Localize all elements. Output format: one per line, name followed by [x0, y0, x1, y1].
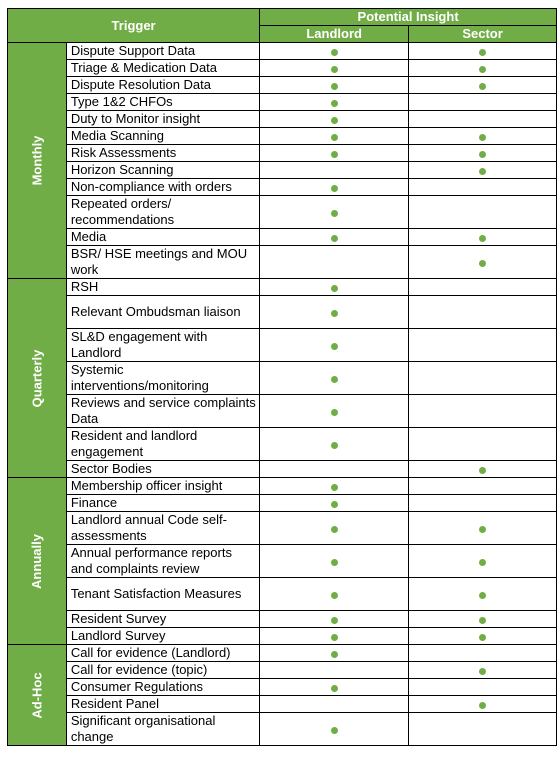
trigger-cell: Resident Survey — [66, 611, 259, 628]
group-label-cell — [8, 279, 67, 478]
group-label-cell — [8, 43, 67, 279]
landlord-cell — [260, 279, 409, 296]
trigger-cell: BSR/ HSE meetings and MOU work — [66, 246, 259, 279]
trigger-cell: Landlord Survey — [66, 628, 259, 645]
landlord-cell — [260, 111, 409, 128]
table-row — [8, 679, 557, 696]
trigger-cell: Media Scanning — [66, 128, 259, 145]
landlord-cell — [260, 362, 409, 395]
table-row — [8, 229, 557, 246]
table-row — [8, 395, 557, 428]
landlord-cell — [260, 713, 409, 746]
sector-insight-dot-icon — [479, 592, 486, 599]
trigger-cell: RSH — [66, 279, 259, 296]
table-row — [8, 296, 557, 329]
landlord-insight-dot-icon — [331, 134, 338, 141]
table-row — [8, 329, 557, 362]
landlord-cell — [260, 461, 409, 478]
trigger-cell: Tenant Satisfaction Measures — [66, 578, 259, 611]
landlord-insight-dot-icon — [331, 526, 338, 533]
sector-cell — [409, 94, 557, 111]
table-row — [8, 495, 557, 512]
table-row — [8, 179, 557, 196]
group-label: Quarterly — [29, 349, 45, 407]
table-row — [8, 545, 557, 578]
sector-cell — [409, 645, 557, 662]
landlord-cell — [260, 645, 409, 662]
sector-insight-dot-icon — [479, 49, 486, 56]
sector-cell — [409, 696, 557, 713]
table-row — [8, 713, 557, 746]
table-row — [8, 478, 557, 495]
sector-cell — [409, 60, 557, 77]
landlord-insight-dot-icon — [331, 100, 338, 107]
landlord-insight-dot-icon — [331, 210, 338, 217]
sector-insight-dot-icon — [479, 168, 486, 175]
sector-cell — [409, 495, 557, 512]
sector-cell — [409, 428, 557, 461]
sector-cell — [409, 162, 557, 179]
trigger-cell: Repeated orders/ recommendations — [66, 196, 259, 229]
sector-cell — [409, 145, 557, 162]
sector-cell — [409, 43, 557, 60]
table-row — [8, 77, 557, 94]
trigger-cell: Annual performance reports and complaints review — [66, 545, 259, 578]
trigger-cell: Significant organisational change — [66, 713, 259, 746]
trigger-cell: Systemic interventions/monitoring — [66, 362, 259, 395]
trigger-cell: Dispute Support Data — [66, 43, 259, 60]
sector-cell — [409, 111, 557, 128]
table-row — [8, 512, 557, 545]
trigger-cell: Resident and landlord engagement — [66, 428, 259, 461]
table-row — [8, 60, 557, 77]
group-label-cell — [8, 478, 67, 645]
trigger-cell: Resident Panel — [66, 696, 259, 713]
group-label: Ad-Hoc — [29, 671, 45, 719]
landlord-insight-dot-icon — [331, 310, 338, 317]
table-row — [8, 362, 557, 395]
landlord-insight-dot-icon — [331, 83, 338, 90]
landlord-cell — [260, 578, 409, 611]
landlord-cell — [260, 43, 409, 60]
trigger-cell: Duty to Monitor insight — [66, 111, 259, 128]
landlord-insight-dot-icon — [331, 409, 338, 416]
landlord-insight-dot-icon — [331, 285, 338, 292]
sector-insight-dot-icon — [479, 235, 486, 242]
landlord-header: Landlord — [260, 26, 409, 43]
sector-header: Sector — [409, 26, 557, 43]
landlord-cell — [260, 611, 409, 628]
landlord-cell — [260, 395, 409, 428]
trigger-cell: Media — [66, 229, 259, 246]
landlord-cell — [260, 196, 409, 229]
trigger-cell: Finance — [66, 495, 259, 512]
landlord-cell — [260, 145, 409, 162]
landlord-cell — [260, 329, 409, 362]
landlord-cell — [260, 545, 409, 578]
sector-cell — [409, 578, 557, 611]
sector-cell — [409, 478, 557, 495]
trigger-cell: Call for evidence (topic) — [66, 662, 259, 679]
sector-insight-dot-icon — [479, 260, 486, 267]
sector-cell — [409, 77, 557, 94]
table-row — [8, 162, 557, 179]
sector-insight-dot-icon — [479, 134, 486, 141]
trigger-cell: Reviews and service complaints Data — [66, 395, 259, 428]
landlord-insight-dot-icon — [331, 634, 338, 641]
sector-insight-dot-icon — [479, 467, 486, 474]
table-row — [8, 696, 557, 713]
trigger-cell: Membership officer insight — [66, 478, 259, 495]
landlord-insight-dot-icon — [331, 376, 338, 383]
sector-cell — [409, 279, 557, 296]
landlord-insight-dot-icon — [331, 66, 338, 73]
landlord-cell — [260, 229, 409, 246]
group-label: Annually — [29, 533, 45, 589]
landlord-cell — [260, 179, 409, 196]
table-row — [8, 196, 557, 229]
sector-cell — [409, 246, 557, 279]
landlord-insight-dot-icon — [331, 343, 338, 350]
trigger-cell: Landlord annual Code self-assessments — [66, 512, 259, 545]
landlord-cell — [260, 428, 409, 461]
sector-cell — [409, 179, 557, 196]
landlord-cell — [260, 60, 409, 77]
table-row — [8, 43, 557, 60]
landlord-insight-dot-icon — [331, 559, 338, 566]
trigger-cell: Call for evidence (Landlord) — [66, 645, 259, 662]
table-row — [8, 279, 557, 296]
landlord-cell — [260, 162, 409, 179]
sector-insight-dot-icon — [479, 668, 486, 675]
landlord-insight-dot-icon — [331, 117, 338, 124]
landlord-cell — [260, 512, 409, 545]
sector-cell — [409, 679, 557, 696]
sector-cell — [409, 512, 557, 545]
table-row — [8, 662, 557, 679]
sector-cell — [409, 662, 557, 679]
landlord-cell — [260, 296, 409, 329]
sector-cell — [409, 128, 557, 145]
trigger-cell: Non-compliance with orders — [66, 179, 259, 196]
landlord-insight-dot-icon — [331, 617, 338, 624]
landlord-cell — [260, 662, 409, 679]
group-label-cell — [8, 645, 67, 746]
sector-cell — [409, 545, 557, 578]
landlord-cell — [260, 628, 409, 645]
landlord-insight-dot-icon — [331, 235, 338, 242]
landlord-insight-dot-icon — [331, 501, 338, 508]
landlord-insight-dot-icon — [331, 484, 338, 491]
landlord-cell — [260, 246, 409, 279]
sector-cell — [409, 461, 557, 478]
landlord-cell — [260, 478, 409, 495]
landlord-insight-dot-icon — [331, 685, 338, 692]
sector-cell — [409, 196, 557, 229]
landlord-insight-dot-icon — [331, 727, 338, 734]
landlord-insight-dot-icon — [331, 651, 338, 658]
group-label: Monthly — [29, 135, 45, 186]
sector-insight-dot-icon — [479, 617, 486, 624]
sector-insight-dot-icon — [479, 634, 486, 641]
landlord-insight-dot-icon — [331, 151, 338, 158]
sector-insight-dot-icon — [479, 66, 486, 73]
sector-insight-dot-icon — [479, 702, 486, 709]
sector-insight-dot-icon — [479, 83, 486, 90]
landlord-cell — [260, 94, 409, 111]
trigger-header: Trigger — [8, 9, 260, 43]
sector-insight-dot-icon — [479, 151, 486, 158]
landlord-insight-dot-icon — [331, 592, 338, 599]
trigger-cell: Triage & Medication Data — [66, 60, 259, 77]
table-row — [8, 94, 557, 111]
sector-cell — [409, 713, 557, 746]
table-row — [8, 578, 557, 611]
potential-insight-header: Potential Insight — [260, 9, 557, 26]
table-row — [8, 645, 557, 662]
landlord-insight-dot-icon — [331, 442, 338, 449]
trigger-cell: Dispute Resolution Data — [66, 77, 259, 94]
landlord-cell — [260, 128, 409, 145]
sector-insight-dot-icon — [479, 526, 486, 533]
trigger-cell: Type 1&2 CHFOs — [66, 94, 259, 111]
sector-cell — [409, 628, 557, 645]
trigger-cell: Sector Bodies — [66, 461, 259, 478]
landlord-insight-dot-icon — [331, 49, 338, 56]
sector-cell — [409, 611, 557, 628]
landlord-insight-dot-icon — [331, 185, 338, 192]
trigger-cell: Consumer Regulations — [66, 679, 259, 696]
sector-cell — [409, 362, 557, 395]
sector-cell — [409, 329, 557, 362]
landlord-cell — [260, 495, 409, 512]
table-row — [8, 611, 557, 628]
trigger-cell: Relevant Ombudsman liaison — [66, 296, 259, 329]
trigger-cell: SL&D engagement with Landlord — [66, 329, 259, 362]
table-row — [8, 128, 557, 145]
trigger-cell: Horizon Scanning — [66, 162, 259, 179]
sector-cell — [409, 395, 557, 428]
table-row — [8, 628, 557, 645]
table-row — [8, 461, 557, 478]
insight-table — [7, 8, 557, 746]
landlord-cell — [260, 77, 409, 94]
landlord-cell — [260, 679, 409, 696]
trigger-cell: Risk Assessments — [66, 145, 259, 162]
sector-insight-dot-icon — [479, 559, 486, 566]
table-row — [8, 428, 557, 461]
table-row — [8, 246, 557, 279]
table-row — [8, 111, 557, 128]
table-row — [8, 145, 557, 162]
landlord-cell — [260, 696, 409, 713]
sector-cell — [409, 229, 557, 246]
sector-cell — [409, 296, 557, 329]
